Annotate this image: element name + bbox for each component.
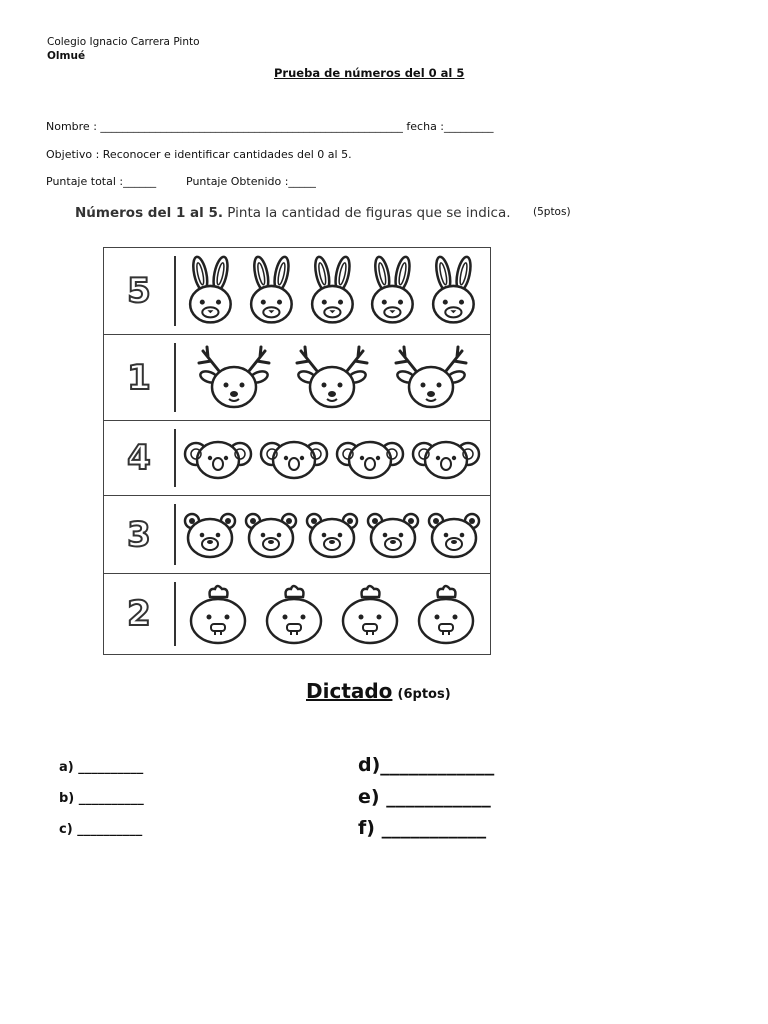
- answer-e: [358, 786, 491, 808]
- answer-f: [358, 817, 486, 839]
- total-score: Puntaje total :______: [46, 175, 157, 188]
- animal-group: [180, 248, 484, 334]
- row-number: 2: [127, 594, 151, 634]
- koala-icon[interactable]: [334, 434, 406, 482]
- bear-icon[interactable]: [304, 511, 360, 559]
- table-row: [104, 495, 490, 573]
- chick-icon[interactable]: [264, 583, 324, 645]
- bear-icon[interactable]: [426, 511, 482, 559]
- answer-line[interactable]: __________: [78, 760, 144, 775]
- koala-icon[interactable]: [410, 434, 482, 482]
- instruction-text: Pinta la cantidad de figuras que se indica.: [223, 205, 511, 221]
- answer-line[interactable]: __________: [78, 791, 144, 806]
- dictation-points: (6ptos): [397, 687, 451, 702]
- rabbit-icon[interactable]: [302, 255, 363, 327]
- chick-icon[interactable]: [340, 583, 400, 645]
- counting-table: [103, 247, 491, 655]
- chick-icon[interactable]: [416, 583, 476, 645]
- dictation-heading: [306, 679, 451, 703]
- reindeer-icon[interactable]: [189, 343, 279, 413]
- bear-icon[interactable]: [182, 511, 238, 559]
- bear-icon[interactable]: [365, 511, 421, 559]
- table-row: [104, 334, 490, 420]
- answer-d: [358, 754, 494, 776]
- answer-label: a): [59, 760, 74, 775]
- exercise-instruction: [75, 205, 511, 221]
- city-name: Olmué: [47, 50, 86, 62]
- objective-text: Objetivo : Reconocer e identificar cantidades del 0 al 5.: [46, 148, 352, 161]
- name-line[interactable]: _______________________________________________________: [100, 120, 403, 133]
- animal-group: [180, 574, 484, 654]
- reindeer-icon[interactable]: [287, 343, 377, 413]
- rabbit-icon[interactable]: [423, 255, 484, 327]
- bear-icon[interactable]: [243, 511, 299, 559]
- answer-label: d): [358, 754, 381, 776]
- answer-label: e): [358, 786, 380, 808]
- row-number: 5: [127, 271, 151, 311]
- dictation-title: Dictado: [306, 679, 393, 703]
- row-number: 4: [127, 438, 151, 478]
- instruction-bold: Números del 1 al 5.: [75, 205, 223, 221]
- table-row: [104, 248, 490, 334]
- rabbit-icon[interactable]: [241, 255, 302, 327]
- row-number: 3: [127, 514, 151, 555]
- rabbit-icon[interactable]: [180, 255, 241, 327]
- answer-line[interactable]: ___________: [374, 817, 487, 839]
- obtained-score: Puntaje Obtenido :_____: [186, 175, 316, 188]
- reindeer-icon[interactable]: [386, 343, 476, 413]
- answer-line[interactable]: __________: [77, 822, 143, 837]
- answer-label: f): [358, 817, 375, 839]
- answer-label: c): [59, 822, 73, 837]
- page-title: Prueba de números del 0 al 5: [274, 66, 465, 80]
- answer-a: [59, 760, 143, 775]
- rabbit-icon[interactable]: [362, 255, 423, 327]
- chick-icon[interactable]: [188, 583, 248, 645]
- name-label: Nombre :: [46, 120, 101, 133]
- table-row: [104, 573, 490, 654]
- koala-icon[interactable]: [182, 434, 254, 482]
- answer-c: [59, 822, 142, 837]
- animal-group: [180, 421, 484, 495]
- row-number: 1: [127, 357, 151, 398]
- animal-group: [180, 496, 484, 573]
- answer-line[interactable]: ___________: [379, 786, 491, 808]
- name-field-row: [46, 120, 494, 133]
- table-row: [104, 420, 490, 495]
- answer-b: [59, 791, 144, 806]
- date-label: fecha :: [402, 120, 445, 133]
- animal-group: [180, 335, 484, 420]
- exercise-points: (5ptos): [533, 206, 571, 218]
- school-name: Colegio Ignacio Carrera Pinto: [47, 36, 200, 48]
- koala-icon[interactable]: [258, 434, 330, 482]
- date-line[interactable]: _________: [444, 120, 494, 133]
- answer-label: b): [59, 791, 75, 806]
- answer-line[interactable]: ____________: [380, 754, 495, 776]
